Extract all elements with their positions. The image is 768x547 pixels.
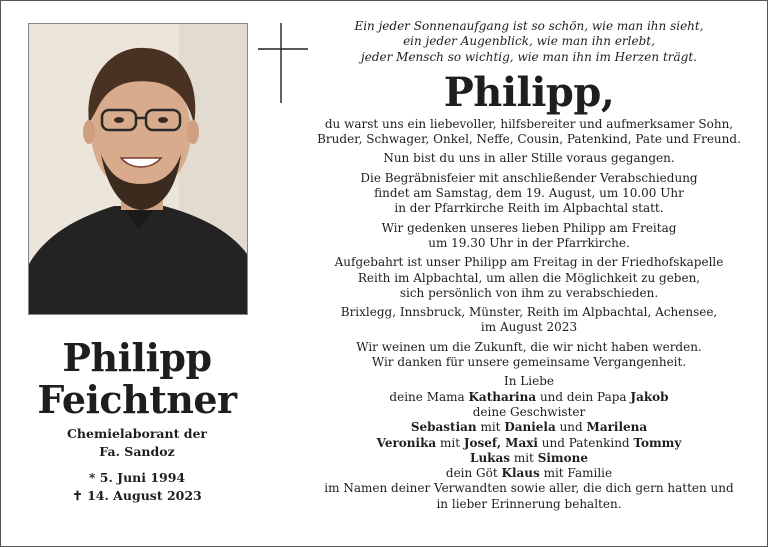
obituary-text bbox=[309, 19, 749, 512]
verse-line: Ein jeder Sonnenaufgang ist so schön, wie man ihn sieht, bbox=[354, 19, 704, 33]
deceased-last-name: Feichtner bbox=[37, 377, 237, 422]
text-span: und bbox=[555, 420, 587, 435]
address-name: Philipp, bbox=[443, 68, 615, 116]
siblings-line bbox=[309, 436, 749, 451]
text-line: Wir danken für unsere gemeinsame Vergangenheit. bbox=[371, 355, 687, 370]
occupation-line: Chemielaborant der bbox=[66, 426, 208, 441]
text-line: Aufgebahrt ist unser Philipp am Freitag in der Friedhofskapelle bbox=[334, 255, 724, 270]
parents-line bbox=[309, 390, 749, 405]
text-span: dein Göt bbox=[445, 466, 502, 481]
life-dates bbox=[1, 469, 273, 505]
verse-line: ein jeder Augenblick, wie man ihn erlebt, bbox=[403, 34, 655, 49]
text-line: du warst uns ein liebevoller, hilfsbereiter und aufmerksamer Sohn, bbox=[324, 116, 734, 131]
passed-paragraph bbox=[309, 151, 749, 166]
mourners bbox=[309, 374, 749, 512]
text-line: Die Begräbnisfeier mit anschließender Verabschiedung bbox=[360, 170, 698, 185]
sibling-name: Veronika bbox=[376, 435, 437, 450]
funeral-paragraph bbox=[309, 171, 749, 217]
weep-paragraph bbox=[309, 340, 749, 371]
birth-date: * 5. Juni 1994 bbox=[88, 470, 186, 485]
siblings-intro: deine Geschwister bbox=[472, 404, 586, 419]
place-date-paragraph bbox=[309, 305, 749, 336]
portrait-illustration bbox=[29, 24, 247, 314]
sibling-partner-name: Josef, Maxi bbox=[463, 435, 538, 450]
text-line: im Namen deiner Verwandten sowie aller, die dich gern hatten und bbox=[324, 481, 734, 496]
text-span: mit bbox=[510, 450, 538, 465]
verse bbox=[309, 19, 749, 65]
text-line: sich persönlich von ihm zu verabschieden. bbox=[399, 285, 659, 300]
text-line: Brixlegg, Innsbruck, Münster, Reith im Alpbachtal, Achensee, bbox=[340, 305, 718, 320]
prayer-paragraph bbox=[309, 221, 749, 252]
intro-paragraph bbox=[309, 117, 749, 148]
text-line: Reith im Alpbachtal, um allen die Möglichkeit zu geben, bbox=[357, 270, 701, 285]
text-span: deine Mama bbox=[389, 389, 469, 404]
occupation-line: Fa. Sandoz bbox=[99, 444, 175, 459]
child-name: Marilena bbox=[586, 420, 648, 435]
text-line: Wir weinen um die Zukunft, die wir nicht haben werden. bbox=[356, 339, 702, 354]
text-span: mit bbox=[436, 435, 464, 450]
text-line: um 19.30 Uhr in der Pfarrkirche. bbox=[428, 235, 630, 250]
sibling-partner-name: Simone bbox=[537, 450, 588, 465]
father-name: Jakob bbox=[630, 389, 669, 404]
text-span: und dein Papa bbox=[536, 389, 631, 404]
siblings-line bbox=[309, 420, 749, 435]
text-span: mit bbox=[476, 420, 505, 435]
text-span: mit Familie bbox=[539, 466, 613, 481]
sibling-name: Sebastian bbox=[410, 420, 477, 435]
laid-out-paragraph bbox=[309, 255, 749, 301]
deceased-first-name: Philipp bbox=[62, 335, 212, 380]
text-line: Nun bist du uns in aller Stille voraus gegangen. bbox=[383, 151, 675, 166]
siblings-line bbox=[309, 451, 749, 466]
sibling-name: Lukas bbox=[470, 450, 511, 465]
portrait-photo bbox=[28, 23, 248, 315]
godfather-name: Klaus bbox=[501, 466, 540, 481]
sibling-partner-name: Daniela bbox=[504, 420, 556, 435]
text-line: Bruder, Schwager, Onkel, Neffe, Cousin, Patenkind, Pate und Freund. bbox=[317, 132, 741, 147]
mother-name: Katharina bbox=[468, 389, 537, 404]
text-line: im August 2023 bbox=[480, 320, 578, 335]
text-line: findet am Samstag, dem 19. August, um 10.00 Uhr bbox=[374, 186, 684, 201]
verse-line: jeder Mensch so wichtig, wie man ihn im Herzen trägt. bbox=[361, 49, 697, 64]
text-line: Wir gedenken unseres lieben Philipp am Freitag bbox=[381, 220, 677, 235]
deceased-info bbox=[1, 337, 273, 505]
godchild-name: Tommy bbox=[633, 435, 682, 450]
cross-icon bbox=[258, 23, 308, 103]
text-span: und Patenkind bbox=[537, 435, 634, 450]
text-line: in der Pfarrkirche Reith im Alpbachtal statt. bbox=[394, 201, 664, 216]
death-date: ✝ 14. August 2023 bbox=[72, 488, 202, 503]
text-line: in lieber Erinnerung behalten. bbox=[436, 496, 622, 511]
in-love-line: In Liebe bbox=[504, 374, 554, 389]
godfather-line bbox=[309, 466, 749, 481]
occupation bbox=[1, 425, 273, 461]
